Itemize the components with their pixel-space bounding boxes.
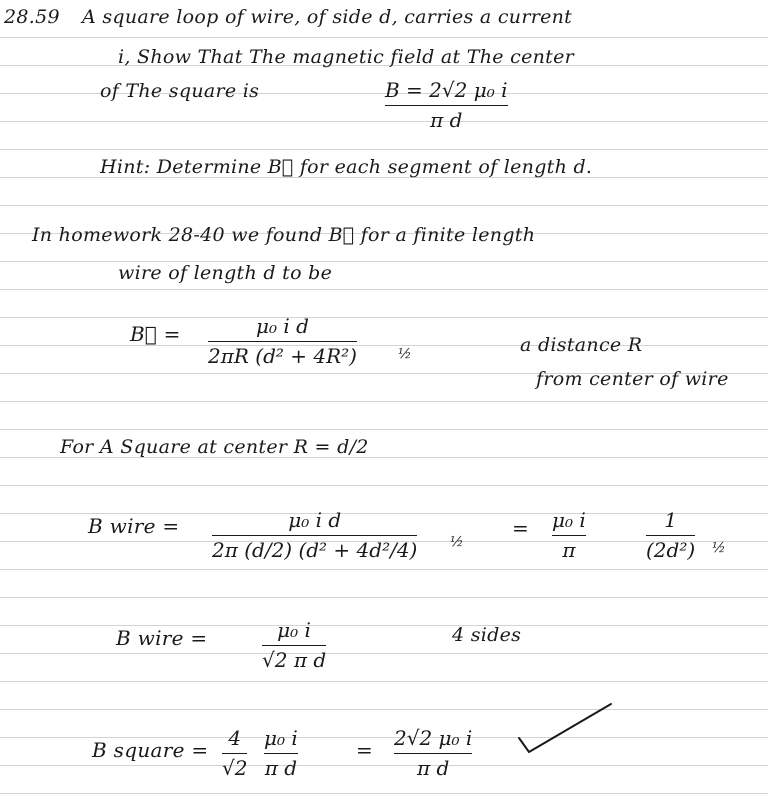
bwire1-rhs2-numerator: 1 <box>664 508 677 532</box>
formula1-denominator: 2πR (d² + 4R²) <box>208 344 357 368</box>
bwire1-rhs2-denominator: (2d²) <box>646 538 696 562</box>
problem-line-1: A square loop of wire, of side d, carries a current <box>82 6 573 28</box>
formula1-numerator: μ₀ i d <box>256 314 309 338</box>
formula1-power: ½ <box>398 346 412 362</box>
formula1-note-1: a distance R <box>520 334 643 356</box>
bwire1-rhs-fraction <box>552 508 586 562</box>
fraction-bar <box>646 535 695 536</box>
bwire1-denominator: 2π (d/2) (d² + 4d²/4) <box>212 538 418 562</box>
bwire1-rhs-denominator: π <box>562 538 576 562</box>
problem-number: 28.59 <box>4 6 60 28</box>
fraction-bar <box>222 753 247 754</box>
bsquare-f2-numerator: μ₀ i <box>264 726 298 750</box>
bsquare-f2-denominator: π d <box>264 756 298 780</box>
bwire1-rhs-numerator: μ₀ i <box>552 508 586 532</box>
problem-target-fraction <box>385 78 508 132</box>
bwire1-fraction <box>212 508 417 562</box>
formula1-fraction <box>208 314 357 368</box>
bwire2-denominator: √2 π d <box>262 648 327 672</box>
fraction-bar <box>262 645 326 646</box>
bwire1-rhs2-fraction <box>646 508 695 562</box>
bsquare-fraction-2 <box>264 726 298 780</box>
fraction-bar <box>552 535 586 536</box>
bsquare-f1-numerator: 4 <box>228 726 242 750</box>
formula1-note-2: from center of wire <box>536 368 729 390</box>
fraction-bar <box>212 535 417 536</box>
formula1-lhs: B⃗ = <box>130 322 181 346</box>
bwire2-numerator: μ₀ i <box>277 618 311 642</box>
bwire2-lhs: B wire = <box>116 626 208 650</box>
hint-line: Hint: Determine B⃗ for each segment of length d. <box>100 156 593 178</box>
bwire1-power: ½ <box>450 534 464 550</box>
problem-line-3: of The square is <box>100 80 260 102</box>
fraction-bar <box>394 753 472 754</box>
homework-line-2: wire of length d to be <box>118 262 333 284</box>
problem-target-denominator: π d <box>430 108 463 132</box>
homework-line-1: In homework 28-40 we found B⃗ for a finite length <box>32 224 536 246</box>
bsquare-result-numerator: 2√2 μ₀ i <box>394 726 473 750</box>
bsquare-result-fraction <box>394 726 472 780</box>
problem-target-numerator: B = 2√2 μ₀ i <box>385 78 508 102</box>
bwire1-rhs2-power: ½ <box>712 540 726 556</box>
bsquare-result-denominator: π d <box>417 756 450 780</box>
bwire1-numerator: μ₀ i d <box>288 508 342 532</box>
fraction-bar <box>385 105 508 106</box>
bsquare-lhs: B square = <box>92 738 209 762</box>
square-center-line: For A Square at center R = d/2 <box>60 436 369 458</box>
fraction-bar <box>264 753 298 754</box>
problem-line-2: i, Show That The magnetic field at The center <box>118 46 575 68</box>
bsquare-f1-denominator: √2 <box>222 756 248 780</box>
bwire2-fraction <box>262 618 326 672</box>
checkmark-icon <box>515 700 615 760</box>
bwire1-lhs: B wire = <box>88 514 180 538</box>
bwire2-note: 4 sides <box>452 624 522 646</box>
fraction-bar <box>208 341 357 342</box>
bsquare-fraction-1 <box>222 726 247 780</box>
bsquare-equals: = <box>356 738 374 762</box>
bwire1-equals: = <box>512 516 530 540</box>
